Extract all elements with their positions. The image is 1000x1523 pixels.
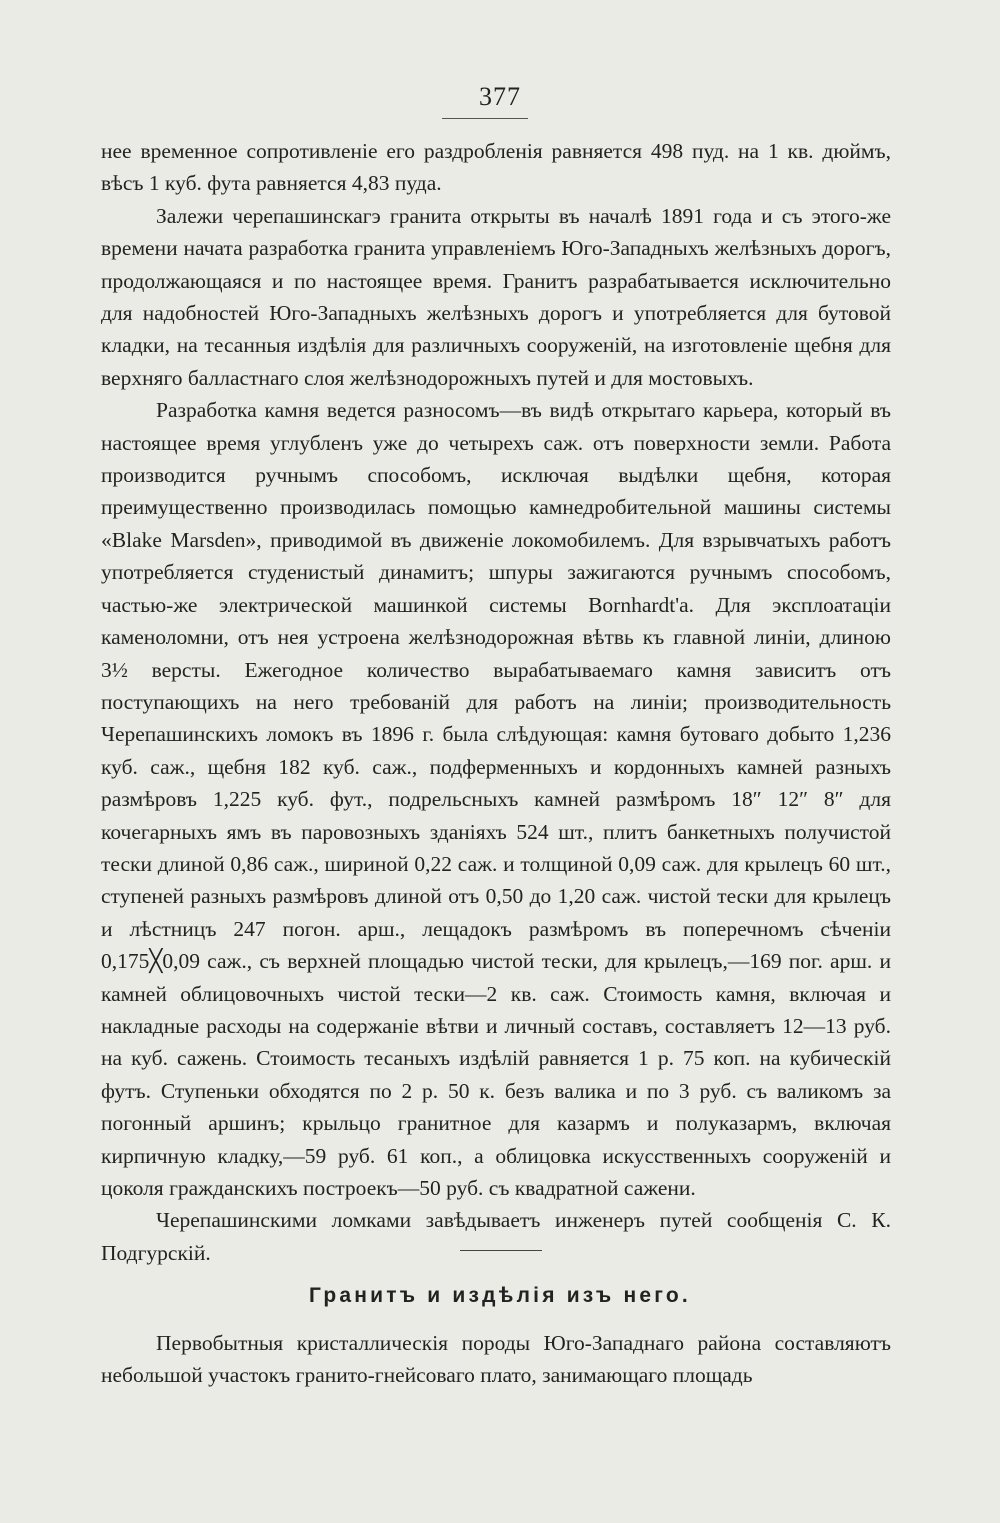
section-divider — [460, 1250, 542, 1251]
section-heading: Гранитъ и издѣлія изъ него. — [309, 1284, 691, 1307]
paragraph-4: Черепашинскими ломками завѣдываетъ инженеръ путей сообщенія С. К. Подгурскій. — [101, 1208, 891, 1265]
body-text — [101, 135, 891, 1269]
section-paragraph-1: Первобытныя кристаллическія породы Юго-Западнаго района составляютъ небольшой участокъ гранито-гнейсоваго плато, занимающаго площадь — [101, 1331, 891, 1388]
paragraph-1: нее временное сопротивленіе его раздробленія равняется 498 пуд. на 1 кв. дюймъ, вѣсъ 1 куб. фута равняется 4,83 пуда. — [101, 139, 891, 196]
paragraph-2: Залежи черепашинскагэ гранита открыты въ началѣ 1891 года и съ этого-же времени начата разработка гранита управленіемъ Юго-Западныхъ желѣзныхъ дорогъ, продолжающаяся и по настоящее время. Гранитъ разрабатывается исключительно для надобностей Юго-Западныхъ желѣзныхъ дорогъ и употребляется для бутовой кладки, на тесанныя издѣлія для различныхъ сооруженій, на изготовленіе щебня для верхняго балластнаго слоя желѣзнодорожныхъ путей и для мостовыхъ. — [101, 203, 891, 390]
paragraph-3: Разработка камня ведется разносомъ—въ видѣ открытаго карьера, который въ настоящее время углубленъ уже до четырехъ саж. отъ поверхности земли. Работа производится ручнымъ способомъ, исключая выдѣлки щебня, которая преимущественно производилась помощью камнедробительной машины системы «Blake Marsden», приводимой въ движеніе локомобилемъ. Для взрывчатыхъ работъ употребляется студенистый динамитъ; шпуры зажигаются ручнымъ способомъ, частью-же электрической машинкой системы Bornhardt'а. Для эксплоатаціи каменоломни, отъ нея устроена желѣзнодорожная вѣтвь къ главной линіи, длиною 3½ версты. Ежегодное количество вырабатываемаго камня зависитъ отъ поступающихъ на него требованій для работъ на линіи; производительность Черепашинскихъ ломокъ въ 1896 г. была слѣдующая: камня бутоваго добыто 1,236 куб. саж., щебня 182 куб. саж., подферменныхъ и кордонныхъ камней разныхъ размѣровъ 1,225 куб. фут., подрельсныхъ камней размѣромъ 18″ 12″ 8″ для кочегарныхъ ямъ въ паровозныхъ зданіяхъ 524 шт., плитъ банкетныхъ получистой тески длиной 0,86 саж., шириной 0,22 саж. и толщиной 0,09 саж. для крылецъ 60 шт., ступеней разныхъ размѣровъ длиной отъ 0,50 до 1,20 саж. чистой тески для крылецъ и лѣстницъ 247 погон. арш., лещадокъ размѣромъ въ поперечномъ сѣченіи 0,175╳0,09 саж., съ верхней площадью чистой тески, для крылецъ,—169 пог. арш. и камней облицовочныхъ чистой тески—2 кв. саж. Стоимость камня, включая и накладные расходы на содержаніе вѣтви и личный составъ, составляетъ 12—13 руб. на куб. сажень. Стоимость тесаныхъ издѣлій равняется 1 р. 75 коп. на кубическій футъ. Ступеньки обходятся по 2 р. 50 к. безъ валика и по 3 руб. съ валикомъ за погонный аршинъ; крыльцо гранитное для казармъ и полуказармъ, включая кирпичную кладку,—59 руб. 61 коп., а облицовка искусственныхъ сооруженій и цоколя гражданскихъ построекъ—50 руб. съ квадратной сажени. — [101, 398, 891, 1200]
page-number-underline — [442, 118, 528, 119]
section-body-text — [101, 1327, 891, 1392]
page-number: 377 — [479, 82, 521, 111]
